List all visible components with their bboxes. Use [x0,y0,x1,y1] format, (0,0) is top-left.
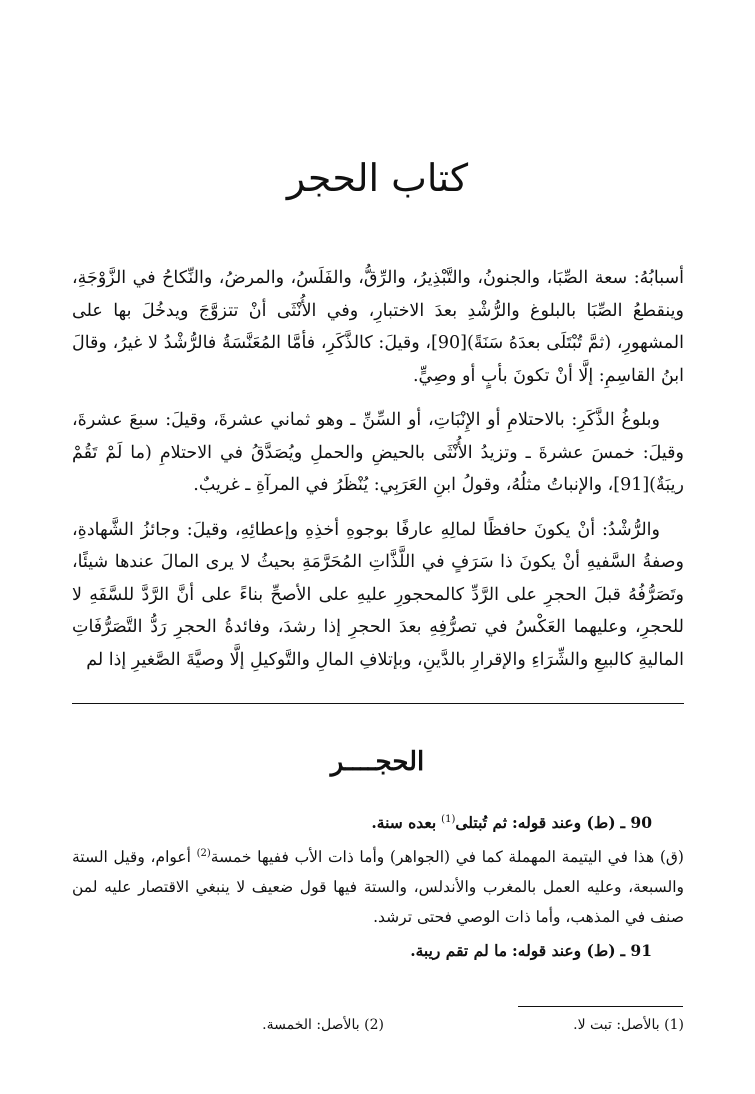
commentary-entry-90-head [72,808,684,838]
footnote-divider [518,1006,683,1007]
footnote-ref[interactable]: (1) [441,813,456,825]
entry-number: 91 ـ [620,941,652,960]
entry-quote-tail: بعده سنة. [371,813,437,832]
paragraph-maturity: والرُّشْدُ: أنْ يكونَ حافظًا لمالِهِ عارفًا بوجوهِ أخذِهِ وإعطائِهِ، وقيلَ: وجائزُ الشَّهادةِ، وصفةُ السَّفيهِ أنْ يكونَ ذا سَرَفٍ في اللَّذَّاتِ المُحَرَّمَةِ بحيثُ لا يرى المالَ عندها شيئًا، وتَصَرُّفُهُ قبلَ الحجرِ على الرَّدِّ كالمحجورِ عليهِ على الأصحِّ بناءً على أنَّ الرَّدَّ للسَّفَهِ لا للحجرِ، وعليهما العَكْسُ في تصرُّفِهِ بعدَ الحجرِ إذا رشدَ، وفائدةُ الحجرِ رَدُّ التَّصَرُّفَاتِ الماليةِ كالبيعِ والشِّرَاءِ والإقرارِ بالدَّينِ، وبإتلافِ المالِ والتَّوكيلِ إلَّا وصيَّةَ الصَّغيرِ إذا لم [72,519,684,670]
commentary-section [72,808,684,970]
entry-source-tag: (ط) وعند قوله: [512,941,616,960]
entry-body-b: أعوام، وقيل الستة والسبعة، وعليه العمل بالمغرب والأندلس، والستة فيها قول ضعيف لا ينبغي الاقتصار عليه لمن صنف في المذهب، وأما ذات الوصي فحتى ترشد. [72,848,684,926]
paragraph-causes: أسبابُهُ: سعة الصِّبَا، والجنونُ، والتَّبْذِيرُ، والرِّقُّ، والفَلَسُ، والمرضُ، والنِّكاحُ في الزَّوْجَةِ، وينقطعُ الصِّبَا بالبلوغ والرُّشْدِ بعدَ الاختبارِ، وفي الأُنْثَى أنْ تتزوَّجَ ويدخُلَ بها على المشهورِ، (ثمَّ تُبْتَلَى بعدَهُ سَنَةً)[90]، وقيلَ: كالذَّكَرِ، فأمَّا المُعَنَّسَةُ فالرُّشْدُ لا غيرُ، وقالَ ابنُ القاسِمِ: إلَّا أنْ تكونَ بأبٍ أو وصِيٍّ. [72,268,685,386]
commentary-title: الحجــــر [330,747,425,777]
entry-source-tag: (ط) وعند قوله: [512,813,616,832]
chapter-title: كتاب الحجر [286,156,469,200]
commentary-entry-91-head [72,936,684,966]
entry-body-a: (ق) هذا في اليتيمة المهملة كما في (الجواهر) وأما ذات الأب ففيها خمسة [210,848,684,866]
footnote-2: (2) بالأصل: الخمسة. [262,1017,384,1033]
main-text [72,262,684,688]
section-divider [72,703,684,704]
entry-number: 90 ـ [620,813,652,832]
entry-quote: ثم تُبتلى [455,813,508,832]
commentary-entry-90-body [72,842,684,932]
footnote-1: (1) بالأصل: تبت لا. [573,1017,684,1033]
entry-quote: ما لم تقم ريبة. [410,941,508,960]
footnote-ref[interactable]: (2) [196,847,211,859]
paragraph-puberty: وبلوغُ الذَّكَرِ: بالاحتلامِ أو الإِنْبَاتِ، أو السِّنِّ ـ وهو ثماني عشرةَ، وقيلَ: سبعَ عشرةَ، وقيلَ: خمسَ عشرةَ ـ وتزيدُ الأُنْثَى بالحيضِ والحملِ ويُصَدَّقُ في الاحتلامِ (ما لَمْ تَقُمْ ريبَةٌ)[91]، والإنباتُ مثلُهُ، وقولُ ابنِ العَرَبِي: يُنْظَرُ في المرآةِ ـ غريبٌ. [72,410,684,495]
